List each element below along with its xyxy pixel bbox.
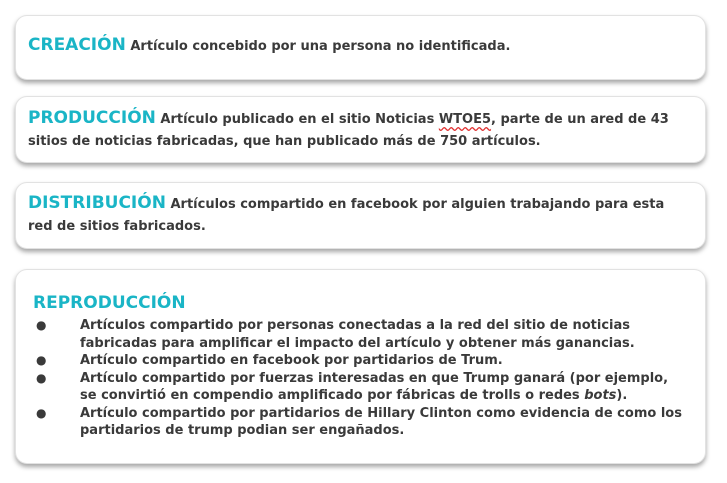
list-item-text: Artículo compartido por partidarios de Hillary Clinton como evidencia de como los partidarios de trump podian ser engañados. — [80, 405, 682, 438]
produccion-card — [15, 96, 706, 163]
creacion-text: Artículo concebido por una persona no identificada. — [130, 39, 511, 54]
list-item-text-after: ). — [616, 388, 628, 403]
produccion-heading: PRODUCCIÓN — [28, 108, 156, 128]
list-item — [16, 352, 687, 370]
list-item — [16, 405, 687, 440]
distribucion-heading: DISTRIBUCIÓN — [28, 193, 166, 213]
produccion-text-after: , parte de un ared de 43 sitios de noticias fabricadas, que han publicado más de 750 artículos. — [28, 112, 669, 149]
bullet-icon: ● — [36, 370, 47, 385]
reproduccion-card — [15, 269, 706, 464]
list-item — [16, 317, 687, 352]
list-item-italic: bots — [584, 388, 617, 403]
creacion-paragraph — [28, 34, 693, 58]
distribucion-card — [15, 182, 706, 249]
creacion-card — [15, 15, 706, 80]
distribucion-text: Artículos compartido en facebook por alguien trabajando para esta red de sitios fabricados. — [28, 197, 665, 234]
list-item-text: Artículo compartido en facebook por partidarios de Trum. — [80, 353, 503, 368]
produccion-paragraph — [28, 107, 693, 153]
distribucion-paragraph — [28, 192, 693, 238]
bullet-icon: ● — [36, 353, 47, 367]
list-item-text-before: Artículo compartido por fuerzas interesadas en que Trump ganará (por ejemplo, se convirtió en compendio amplificado por fábricas de trolls o redes — [80, 370, 669, 403]
reproduccion-heading: REPRODUCCIÓN — [33, 293, 186, 313]
produccion-site-name: WTOE5 — [438, 112, 492, 127]
list-item-text: Artículos compartido por personas conectadas a la red del sitio de noticias fabricadas para amplificar el impacto del artículo y obtener más ganancias. — [80, 318, 635, 351]
reproduccion-list — [16, 317, 687, 440]
list-item — [16, 370, 687, 405]
bullet-icon: ● — [36, 405, 47, 420]
produccion-text-before: Artículo publicado en el sitio Noticias — [160, 112, 439, 127]
bullet-icon: ● — [36, 318, 47, 332]
creacion-heading: CREACIÓN — [28, 35, 126, 55]
